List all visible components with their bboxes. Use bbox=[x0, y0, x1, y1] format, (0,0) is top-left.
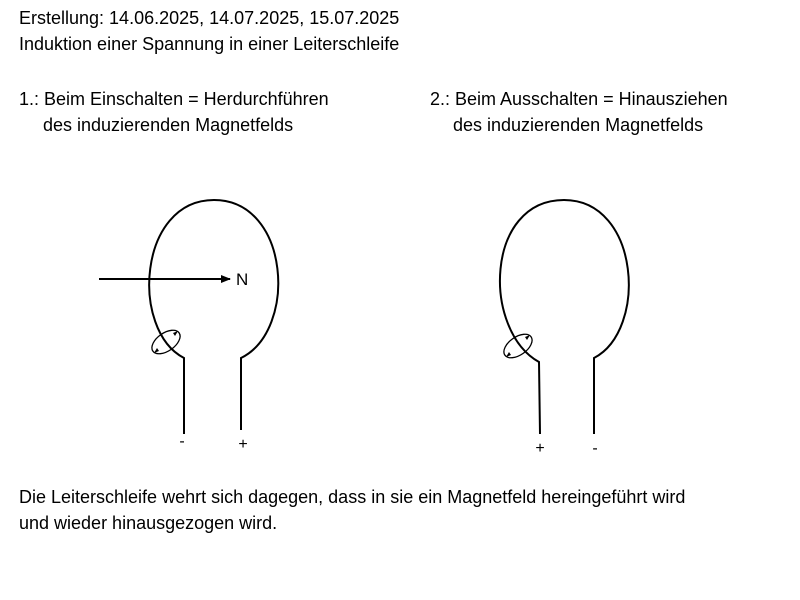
diagram2-right-terminal: - bbox=[592, 440, 598, 457]
diagram1-caption-line1: 1.: Beim Einschalten = Herdurchführen bbox=[19, 89, 329, 109]
diagram1-caption-line2: des induzierenden Magnetfelds bbox=[43, 115, 294, 135]
diagram1-left-terminal: - bbox=[179, 433, 185, 450]
diagram1-right-terminal: + bbox=[238, 436, 248, 453]
page-title: Induktion einer Spannung in einer Leiterschleife bbox=[19, 34, 400, 54]
diagram1-loop bbox=[99, 200, 278, 453]
diagram2-caption-line2: des induzierenden Magnetfelds bbox=[453, 115, 704, 135]
conclusion-line2: und wieder hinausgezogen wird. bbox=[19, 513, 278, 533]
north-pole-label: N bbox=[236, 270, 249, 289]
conclusion-line1: Die Leiterschleife wehrt sich dagegen, dass in sie ein Magnetfeld hereingeführt wird bbox=[19, 487, 686, 507]
diagram2-left-terminal: + bbox=[535, 440, 545, 457]
diagram2-loop-wire bbox=[500, 200, 629, 434]
diagram1-loop-wire bbox=[149, 200, 278, 434]
diagram2-caption-line1: 2.: Beim Ausschalten = Hinausziehen bbox=[430, 89, 728, 109]
diagram2-loop bbox=[500, 200, 629, 457]
creation-dates: Erstellung: 14.06.2025, 14.07.2025, 15.07.2025 bbox=[19, 8, 400, 28]
